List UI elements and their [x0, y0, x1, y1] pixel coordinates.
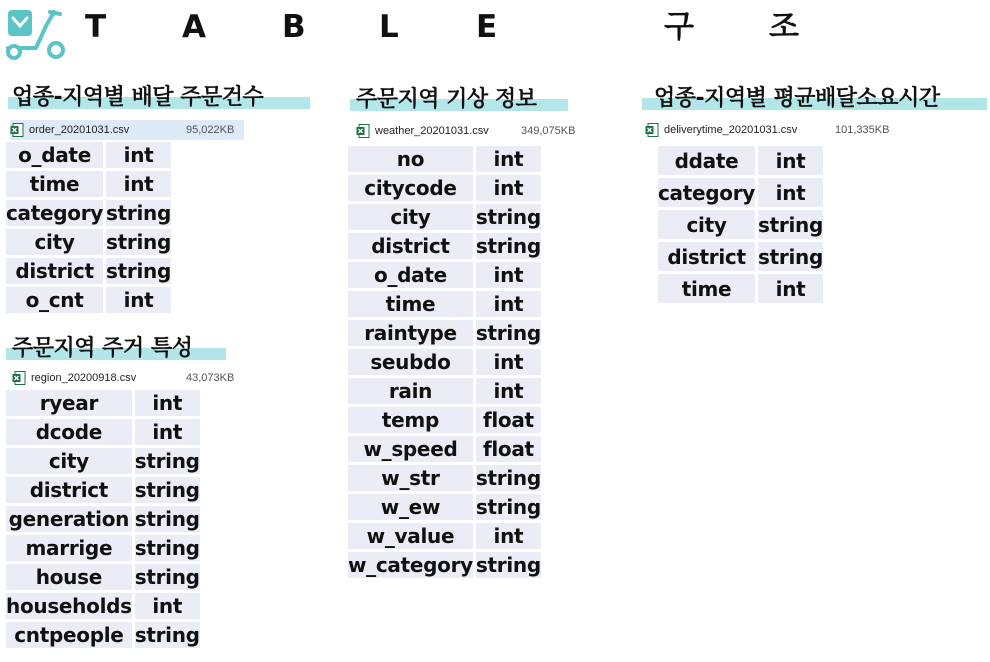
file-size: 95,022KB: [186, 124, 235, 136]
table-row: [348, 436, 541, 462]
table-row: [658, 146, 823, 175]
excel-csv-file-icon: [645, 123, 659, 137]
column-name-cell: dcode: [6, 419, 135, 445]
column-type-cell: string: [134, 478, 200, 502]
file-name: weather_20201031.csv: [375, 125, 489, 137]
column-name-cell: district: [348, 233, 476, 259]
table-row: [348, 204, 541, 230]
column-type-cell: string: [475, 466, 541, 490]
column-name-cell: temp: [348, 407, 476, 433]
column-name-cell: generation: [6, 506, 135, 532]
order-schema-table: [6, 139, 171, 316]
column-name-cell: citycode: [348, 175, 476, 201]
column-type-cell: string: [134, 536, 200, 560]
file-row-deliverytime[interactable]: [645, 120, 905, 140]
table-row: [6, 477, 200, 503]
column-type-cell: int: [106, 142, 171, 168]
column-type-cell: string: [758, 210, 823, 239]
column-name-cell: no: [348, 146, 476, 172]
column-type-cell: int: [476, 146, 541, 172]
column-name-cell: households: [6, 593, 135, 619]
title-letter: 구: [664, 9, 694, 45]
column-type-cell: int: [758, 146, 823, 175]
table-row: [6, 390, 200, 416]
table-row: [348, 523, 541, 549]
column-type-cell: int: [476, 262, 541, 288]
column-name-cell: cntpeople: [6, 622, 135, 648]
column-type-cell: string: [475, 495, 541, 519]
column-name-cell: category: [6, 200, 106, 226]
column-type-cell: float: [476, 436, 541, 462]
column-type-cell: int: [476, 523, 541, 549]
table-row: [348, 494, 541, 520]
table-row: [348, 349, 541, 375]
column-type-cell: int: [135, 390, 200, 416]
column-type-cell: string: [106, 259, 171, 283]
column-type-cell: string: [134, 565, 200, 589]
column-type-cell: int: [476, 378, 541, 404]
column-type-cell: int: [135, 593, 200, 619]
column-name-cell: seubdo: [348, 349, 476, 375]
column-name-cell: house: [6, 564, 135, 590]
column-name-cell: district: [6, 477, 135, 503]
column-name-cell: district: [658, 242, 758, 271]
region-schema-table: [6, 387, 200, 651]
column-type-cell: string: [475, 205, 541, 229]
excel-csv-file-icon: [10, 123, 24, 137]
table-row: [348, 262, 541, 288]
section-title: 주문지역 주거 특성: [12, 336, 193, 361]
column-name-cell: o_date: [6, 142, 106, 168]
title-letter: B: [282, 9, 306, 45]
table-row: [6, 171, 171, 197]
column-type-cell: int: [758, 274, 823, 303]
table-row: [6, 419, 200, 445]
title-letter: E: [476, 9, 498, 45]
column-type-cell: int: [758, 178, 823, 207]
column-name-cell: w_ew: [348, 494, 476, 520]
column-type-cell: int: [476, 175, 541, 201]
column-type-cell: string: [134, 623, 200, 647]
column-name-cell: time: [348, 291, 476, 317]
column-type-cell: string: [475, 321, 541, 345]
file-name: region_20200918.csv: [31, 372, 137, 384]
column-name-cell: time: [6, 171, 106, 197]
table-row: [348, 291, 541, 317]
table-row: [658, 274, 823, 303]
column-type-cell: int: [106, 287, 171, 313]
file-name: deliverytime_20201031.csv: [664, 124, 798, 136]
column-name-cell: o_cnt: [6, 287, 106, 313]
table-row: [348, 552, 541, 578]
scooter-delivery-logo-icon: [4, 6, 70, 60]
column-name-cell: w_category: [348, 552, 476, 578]
table-row: [6, 564, 200, 590]
title-letter: 조: [769, 9, 799, 45]
table-row: [658, 242, 823, 271]
column-name-cell: ryear: [6, 390, 135, 416]
table-row: [348, 378, 541, 404]
column-type-cell: int: [476, 291, 541, 317]
column-type-cell: string: [475, 234, 541, 258]
column-name-cell: time: [658, 274, 758, 303]
table-row: [658, 178, 823, 207]
table-row: [6, 142, 171, 168]
column-name-cell: city: [6, 229, 106, 255]
column-name-cell: ddate: [658, 146, 758, 175]
table-row: [6, 622, 200, 648]
file-size: 43,073KB: [186, 372, 235, 384]
column-name-cell: w_speed: [348, 436, 476, 462]
column-type-cell: string: [106, 230, 171, 254]
section-title: 업종-지역별 평균배달소요시간: [654, 86, 940, 111]
table-row: [348, 175, 541, 201]
column-type-cell: string: [134, 507, 200, 531]
column-name-cell: city: [658, 210, 758, 239]
file-size: 349,075KB: [521, 125, 576, 137]
file-size: 101,335KB: [835, 124, 890, 136]
column-type-cell: string: [106, 201, 171, 225]
table-row: [348, 465, 541, 491]
table-row: [6, 593, 200, 619]
table-row: [348, 233, 541, 259]
table-row: [348, 407, 541, 433]
file-row-order[interactable]: [10, 120, 244, 140]
column-name-cell: o_date: [348, 262, 476, 288]
column-type-cell: int: [106, 171, 171, 197]
excel-csv-file-icon: [356, 124, 370, 138]
file-row-region[interactable]: [12, 368, 252, 388]
table-row: [348, 146, 541, 172]
column-name-cell: city: [348, 204, 476, 230]
table-row: [6, 535, 200, 561]
table-row: [6, 506, 200, 532]
column-type-cell: float: [476, 407, 541, 433]
column-type-cell: string: [475, 553, 541, 577]
column-name-cell: category: [658, 178, 758, 207]
column-type-cell: int: [135, 419, 200, 445]
table-row: [6, 258, 171, 284]
table-row: [348, 320, 541, 346]
title-letter: L: [379, 9, 399, 45]
weather-schema-table: [348, 143, 541, 581]
file-name: order_20201031.csv: [29, 124, 130, 136]
column-type-cell: string: [758, 242, 823, 271]
column-name-cell: raintype: [348, 320, 476, 346]
column-name-cell: w_value: [348, 523, 476, 549]
table-row: [658, 210, 823, 239]
column-name-cell: rain: [348, 378, 476, 404]
column-name-cell: w_str: [348, 465, 476, 491]
title-letter: T: [85, 9, 107, 45]
table-row: [6, 229, 171, 255]
table-row: [6, 448, 200, 474]
column-name-cell: marrige: [6, 535, 135, 561]
section-title: 업종-지역별 배달 주문건수: [12, 85, 264, 110]
column-name-cell: district: [6, 258, 106, 284]
section-title: 주문지역 기상 정보: [356, 87, 537, 112]
table-row: [6, 200, 171, 226]
column-type-cell: int: [476, 349, 541, 375]
table-row: [6, 287, 171, 313]
file-row-weather[interactable]: [356, 121, 606, 141]
excel-csv-file-icon: [12, 371, 26, 385]
deliverytime-schema-table: [658, 143, 823, 306]
column-name-cell: city: [6, 448, 135, 474]
title-letter: A: [182, 9, 206, 45]
column-type-cell: string: [134, 449, 200, 473]
